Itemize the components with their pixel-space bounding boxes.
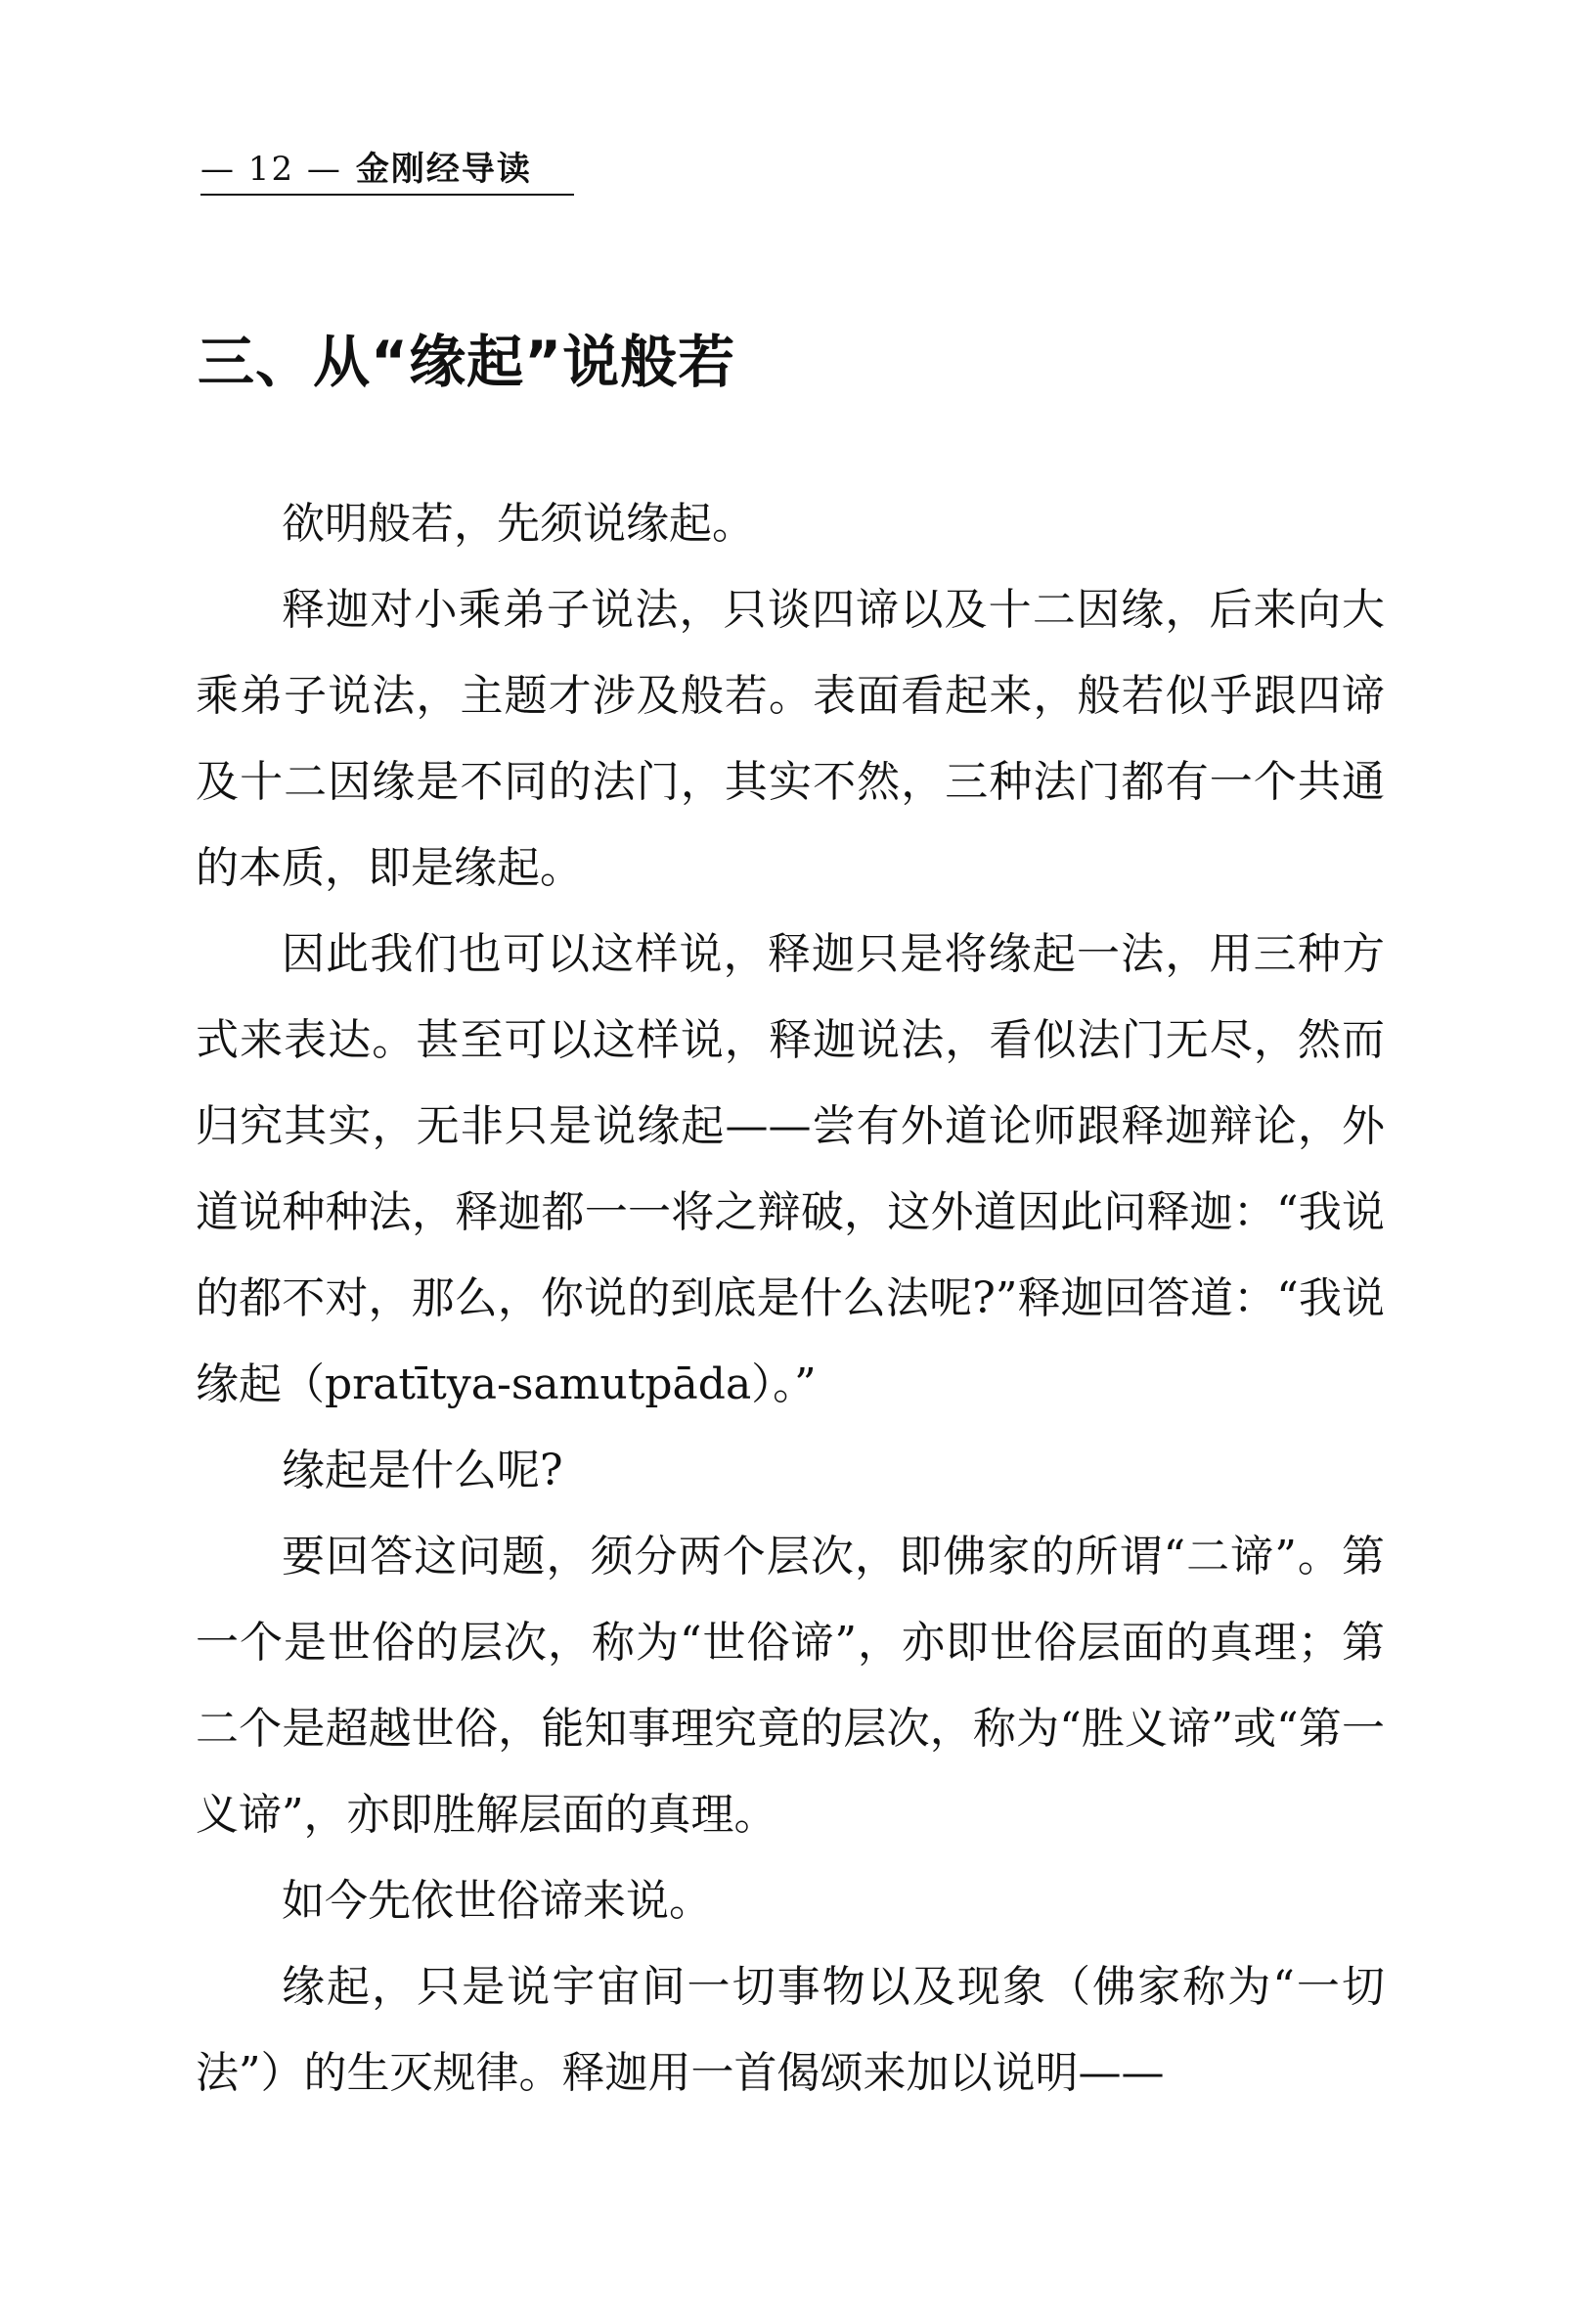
page-number: — 12 — xyxy=(200,150,342,189)
book-title: 金刚经导读 xyxy=(355,150,532,189)
paragraph: 释迦对小乘弟子说法，只谈四谛以及十二因缘，后来向大乘弟子说法，主题才涉及般若。表面看起来，般若似乎跟四谛及十二因缘是不同的法门，其实不然，三种法门都有一个共通的本质，即是缘起。 xyxy=(196,585,1385,893)
running-header xyxy=(200,147,532,192)
paragraph: 缘起是什么呢? xyxy=(282,1446,563,1495)
paragraph: 如今先依世俗谛来说。 xyxy=(282,1876,712,1926)
section-heading: 三、从“缘起”说般若 xyxy=(198,329,736,395)
paragraph: 缘起，只是说宇宙间一切事物以及现象（佛家称为“一切法”）的生灭规律。释迦用一首偈颂来加以说明—— xyxy=(196,1962,1385,2098)
paragraph: 要回答这问题，须分两个层次，即佛家的所谓“二谛”。第一个是世俗的层次，称为“世俗谛”，亦即世俗层面的真理；第二个是超越世俗，能知事理究竟的层次，称为“胜义谛”或“第一义谛”，亦即胜解层面的真理。 xyxy=(196,1532,1385,1840)
paragraph: 欲明般若，先须说缘起。 xyxy=(282,499,755,549)
paragraph: 因此我们也可以这样说，释迦只是将缘起一法，用三种方式来表达。甚至可以这样说，释迦说法，看似法门无尽，然而归究其实，无非只是说缘起——尝有外道论师跟释迦辩论，外道说种种法，释迦都一一将之辩破，这外道因此问释迦：“我说的都不对，那么，你说的到底是什么法呢?”释迦回答道：“我说缘起（pratītya-samutpāda）。” xyxy=(196,929,1385,1409)
body-text xyxy=(196,481,1385,2116)
header-rule xyxy=(200,194,574,196)
